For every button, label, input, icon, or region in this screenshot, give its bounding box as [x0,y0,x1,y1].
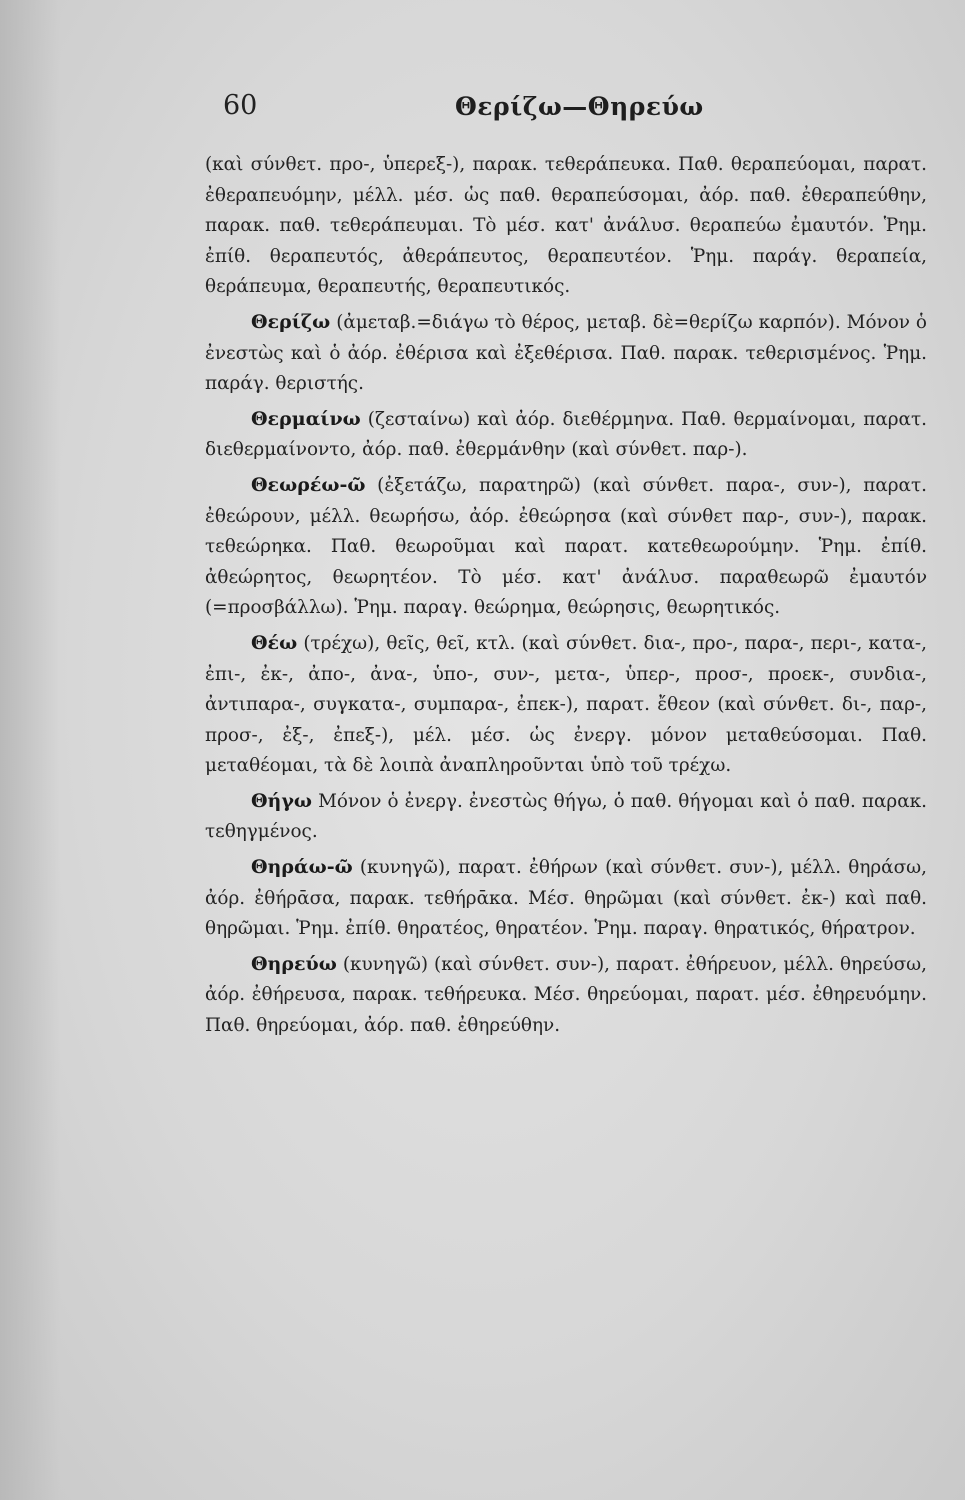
dictionary-entry [205,852,927,945]
dictionary-entry [205,404,927,466]
entry-lemma: Θήγω [251,789,312,812]
entry-lemma: Θεωρέω-ῶ [251,473,366,496]
entry-text: (ζεσταίνω) καὶ ἀόρ. διεθέρμηνα. Παθ. θερμαίνομαι, παρατ. διεθερμαίνοντο, ἀόρ. παθ. ἐθερμάνθην (καὶ σύνθετ. παρ-). [205,408,927,461]
entry-text: (τρέχω), θεῖς, θεῖ, κτλ. (καὶ σύνθετ. δια-, προ-, παρα-, περι-, κατα-, ἐπι-, ἐκ-, ἀπο-, ἀνα-, ὑπο-, συν-, μετα-, ὑπερ-, προσ-, προεκ-, συνδια-, ἀντιπαρα-, συγκατα-, συμπαρα-, ἐπεκ-), παρατ. ἔθεον (καὶ σύνθετ. δι-, παρ-, προσ-, ἐξ-, ἐπεξ-), μέλ. μέσ. ὡς ἐνεργ. μόνον μεταθεύσομαι. Παθ. μεταθέομαι, τὰ δὲ λοιπὰ ἀναπληροῦνται ὑπὸ τοῦ τρέχω. [205,632,927,777]
entry-lemma: Θερίζω [251,310,331,333]
dictionary-entries [205,150,927,1046]
entry-text: (ἐξετάζω, παρατηρῶ) (καὶ σύνθετ. παρα-, συν-), παρατ. ἐθεώρουν, μέλλ. θεωρήσω, ἀόρ. ἐθεώρησα (καὶ σύνθετ παρ-, συν-), παρακ. τεθεώρηκα. Παθ. θεωροῦμαι καὶ παρατ. κατεθεωρούμην. Ῥημ. ἐπίθ. ἀθεώρητος, θεωρητέον. Τὸ μέσ. κατ' ἀνάλυσ. παραθεωρῶ ἐμαυτόν (=προσβάλλω). Ῥημ. παραγ. θεώρημα, θεώρησις, θεωρητικός. [205,474,927,619]
dictionary-entry [205,307,927,400]
running-head: Θερίζω—Θηρεύω [455,92,704,121]
entry-lemma: Θερμαίνω [251,407,361,430]
dictionary-entry [205,786,927,848]
entry-lemma: Θηρεύω [251,952,337,975]
entry-text: (ἀμεταβ.=διάγω τὸ θέρος, μεταβ. δὲ=θερίζω καρπόν). Μόνον ὁ ἐνεστὼς καὶ ὁ ἀόρ. ἐθέρισα καὶ ἐξεθέρισα. Παθ. παρακ. τεθερισμένος. Ῥημ. παράγ. θεριστής. [205,311,927,395]
entry-text: Μόνον ὁ ἐνεργ. ἐνεστὼς θήγω, ὁ παθ. θήγομαι καὶ ὁ παθ. παρακ. τεθηγμένος. [205,790,927,843]
dictionary-entry [205,150,927,303]
entry-lemma: Θέω [251,631,298,654]
dictionary-entry [205,949,927,1042]
entry-text: (κυνηγῶ) (καὶ σύνθετ. συν-), παρατ. ἐθήρευον, μέλλ. θηρεύσω, ἀόρ. ἐθήρευσα, παρακ. τεθήρευκα. Μέσ. θηρεύομαι, παρατ. μέσ. ἐθηρευόμην. Παθ. θηρεύομαι, ἀόρ. παθ. ἐθηρεύθην. [205,953,927,1037]
entry-lemma: Θηράω-ῶ [251,856,353,879]
entry-text: (κυνηγῶ), παρατ. ἐθήρων (καὶ σύνθετ. συν-), μέλλ. θηράσω, ἀόρ. ἐθήρᾱσα, παρακ. τεθήρᾱκα. Μέσ. θηρῶμαι (καὶ σύνθετ. ἐκ-) καὶ παθ. θηρῶμαι. Ῥημ. ἐπίθ. θηρατέος, θηρατέον. Ῥημ. παραγ. θηρατικός, θήρατρον. [205,857,927,940]
page-header [205,90,725,130]
dictionary-entry [205,628,927,782]
dictionary-entry [205,470,927,624]
page-number: 60 [223,90,258,121]
entry-text: (καὶ σύνθετ. προ-, ὑπερεξ-), παρακ. τεθεράπευκα. Παθ. θεραπεύομαι, παρατ. ἐθεραπευόμην, μέλλ. μέσ. ὡς παθ. θεραπεύσομαι, ἀόρ. παθ. ἐθεραπεύθην, παρακ. παθ. τεθεράπευμαι. Τὸ μέσ. κατ' ἀνάλυσ. θεραπεύω ἐμαυτόν. Ῥημ. ἐπίθ. θεραπευτός, ἀθεράπευτος, θεραπευτέον. Ῥημ. παράγ. θεραπεία, θεράπευμα, θεραπευτής, θεραπευτικός. [205,154,927,298]
